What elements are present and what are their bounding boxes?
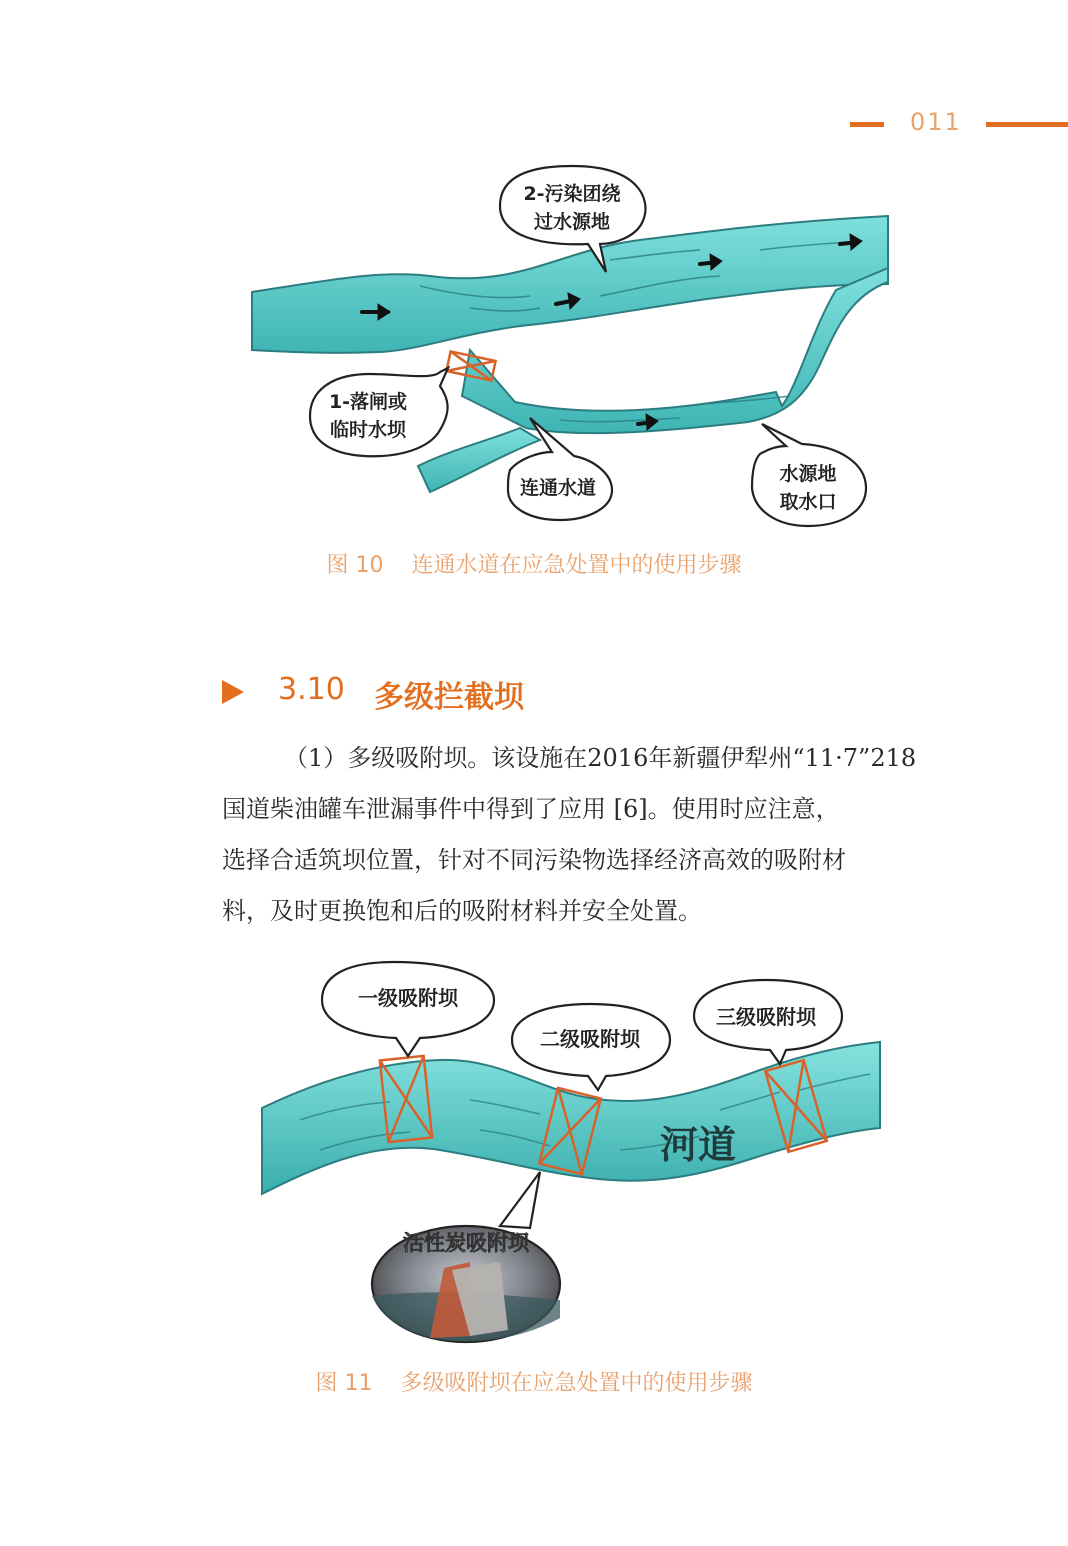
header-rule-left	[850, 122, 884, 127]
section-title: 多级拦截坝	[374, 680, 524, 715]
section-triangle-icon	[222, 680, 244, 704]
callout-first-label: 一级吸附坝	[358, 986, 458, 1010]
callout-gate-line1: 1-落闸或	[328, 391, 408, 413]
paragraph-line: （1）多级吸附坝。该设施在2016年新疆伊犁州“11·7”218	[284, 744, 917, 772]
callout-intake-line2: 取水口	[779, 491, 837, 513]
figure-11-caption	[0, 1366, 1068, 1397]
callout-detour-line2: 过水源地	[533, 211, 611, 233]
page-number: 011	[910, 108, 962, 136]
callout-gate-line2: 临时水坝	[329, 419, 407, 441]
callout-second-label: 二级吸附坝	[540, 1027, 640, 1051]
body-paragraph	[222, 733, 922, 937]
section-number: 3.10	[278, 672, 345, 707]
figure-11-illustration	[0, 950, 1068, 1350]
figure-11-title: 多级吸附坝在应急处置中的使用步骤	[400, 1371, 753, 1396]
callout-third-label: 三级吸附坝	[716, 1005, 816, 1029]
figure-10-title: 连通水道在应急处置中的使用步骤	[411, 553, 742, 578]
page-header	[850, 108, 1068, 142]
callout-carbon-label: 活性炭吸附坝	[403, 1231, 529, 1255]
paragraph-line: 选择合适筑坝位置，针对不同污染物选择经济高效的吸附材	[222, 846, 846, 874]
paragraph-line: 国道柴油罐车泄漏事件中得到了应用 [6]。使用时应注意，	[222, 795, 840, 823]
figure-11-number: 图 11	[315, 1371, 373, 1396]
river-label: 河道	[659, 1123, 737, 1167]
figure-10-illustration	[0, 150, 1068, 540]
paragraph-line: 料，及时更换饱和后的吸附材料并安全处置。	[222, 897, 702, 925]
figure-10-number: 图 10	[326, 553, 384, 578]
callout-detour-line1: 2-污染团绕	[523, 183, 621, 205]
callout-channel-label: 连通水道	[519, 477, 597, 499]
callout-carbon	[372, 1172, 560, 1342]
figure-10-caption	[0, 548, 1068, 579]
callout-intake-line1: 水源地	[779, 463, 837, 485]
header-rule-right	[986, 122, 1068, 127]
